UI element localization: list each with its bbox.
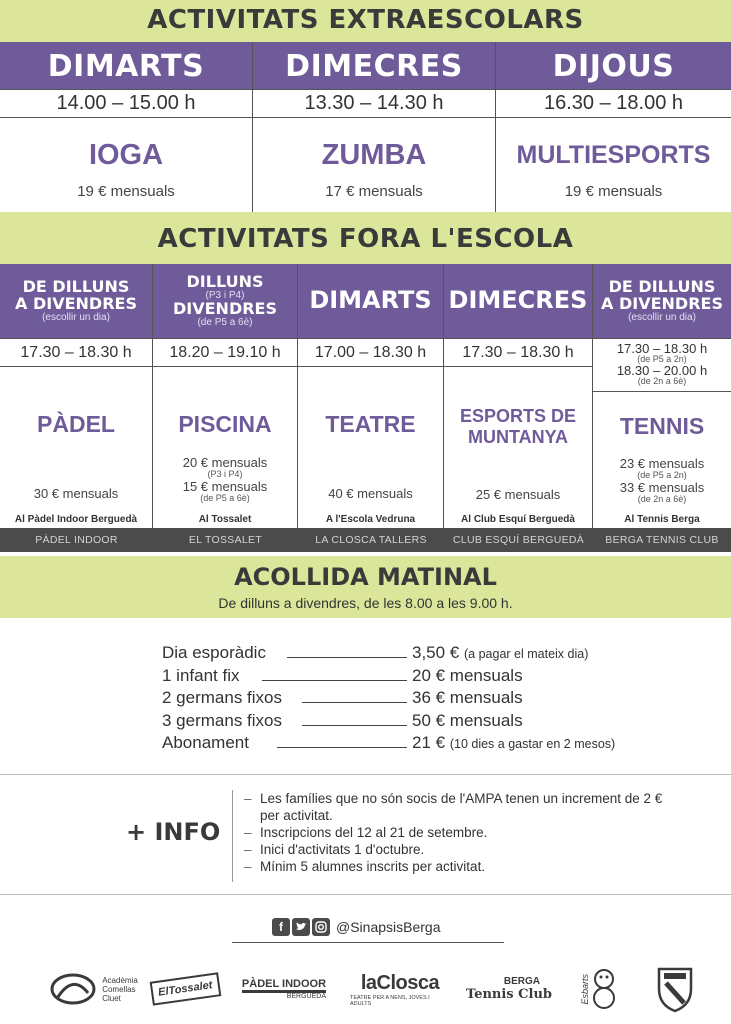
tossalet-logo-text: ElTossalet xyxy=(149,972,220,1005)
activity-venue: Al Pàdel Indoor Berguedà xyxy=(14,514,138,525)
padel-indoor-logo xyxy=(236,960,332,1018)
info-item: – Inici d'activitats 1 d'octubre. xyxy=(244,841,664,858)
acollida-price-list xyxy=(162,642,662,755)
price-line: 20 € mensuals xyxy=(182,455,268,470)
laclosca-logo-sub: TEATRE PER A NENS, JOVES I ADULTS xyxy=(350,994,430,1007)
price-row xyxy=(162,732,662,755)
info-divider xyxy=(232,790,233,882)
activity-price: 19 € mensuals xyxy=(564,183,663,200)
day-header-note: (escollir un dia) xyxy=(628,311,696,323)
facebook-icon[interactable]: f xyxy=(272,918,290,936)
price-amount: 36 € mensuals xyxy=(412,688,523,707)
day-header-line: A DIVENDRES xyxy=(601,293,723,313)
time-slot: 13.30 – 14.30 h xyxy=(253,90,495,118)
activity-name: IOGA xyxy=(88,139,164,171)
logo-line: Cluet xyxy=(102,993,121,1003)
day-header xyxy=(593,264,731,339)
day-header xyxy=(153,264,297,339)
activity-column-padel xyxy=(0,264,153,528)
logo-line: Acadèmia xyxy=(102,975,138,985)
time-slot: 17.00 – 18.30 h xyxy=(298,339,443,367)
provider-label: CLUB ESQUÍ BERGUEDÀ xyxy=(452,534,585,546)
price-note: (de P5 a 6è) xyxy=(200,493,250,503)
activity-price: 19 € mensuals xyxy=(77,183,175,200)
time-line: 17.30 – 18.30 h xyxy=(616,341,708,356)
activity-venue: Al Tennis Berga xyxy=(624,514,700,525)
day-header: DIMARTS xyxy=(0,42,252,90)
extraescolars-title: ACTIVITATS EXTRAESCOLARS xyxy=(0,0,731,42)
price-note: (a pagar el mateix dia) xyxy=(464,647,589,661)
info-label: + INFO xyxy=(126,818,221,846)
activity-name: MULTIESPORTS xyxy=(516,141,711,169)
activity-name-line: ESPORTS DE xyxy=(459,406,577,426)
price-row xyxy=(162,665,662,688)
info-item: – Les famílies que no són socis de l'AMPA tenen un increment de 2 € per activitat. xyxy=(244,790,664,824)
berga-logo-text: BERGA xyxy=(503,976,540,987)
price-line: 33 € mensuals xyxy=(619,480,705,495)
price-note: (de P5 a 2n) xyxy=(637,470,687,480)
acollida-title: ACOLLIDA MATINAL xyxy=(234,563,497,591)
berga-tennis-logo xyxy=(466,960,552,1018)
activity-price xyxy=(593,456,731,504)
activity-column-ioga xyxy=(0,42,253,212)
academia-logo-text xyxy=(102,976,138,1003)
activity-column-multiesports xyxy=(496,42,731,212)
fora-grid xyxy=(0,264,731,528)
extraescolars-grid xyxy=(0,42,731,212)
day-header-note: (de P5 a 6è) xyxy=(197,316,253,328)
time-note: (de P5 a 2n) xyxy=(637,354,687,364)
price-value xyxy=(412,732,615,755)
activity-column-esports-muntanya xyxy=(444,264,593,528)
provider-label: PÀDEL INDOOR xyxy=(35,534,118,546)
leader-line xyxy=(302,725,407,726)
logo-line: Comellas xyxy=(102,984,136,994)
leader-line xyxy=(302,702,407,703)
day-header: DIMECRES xyxy=(253,42,495,90)
price-value xyxy=(412,665,523,688)
provider-label: EL TOSSALET xyxy=(188,534,263,546)
time-line: 18.30 – 20.00 h xyxy=(616,363,708,378)
day-header-line: DE DILLUNS xyxy=(608,276,716,296)
activity-name: TEATRE xyxy=(325,411,416,437)
social-underline xyxy=(232,942,504,943)
padel-logo-sub: BERGUEDÀ xyxy=(286,993,326,1000)
time-slot: 14.00 – 15.00 h xyxy=(0,90,252,118)
time-slot: 16.30 – 18.00 h xyxy=(496,90,731,118)
price-amount: 20 € mensuals xyxy=(412,665,523,685)
price-amount: 50 € mensuals xyxy=(412,710,523,730)
academia-logo-mark xyxy=(48,969,98,1009)
day-header xyxy=(298,264,443,339)
activity-price xyxy=(153,455,297,503)
price-row xyxy=(162,687,662,710)
escut-logo xyxy=(650,960,700,1018)
instagram-icon[interactable] xyxy=(312,918,330,936)
leader-line xyxy=(262,680,407,681)
twitter-icon[interactable] xyxy=(292,918,310,936)
activity-price: 17 € mensuals xyxy=(325,183,423,200)
time-note: (de 2n a 6è) xyxy=(637,376,687,386)
day-header xyxy=(444,264,592,339)
providers-bar xyxy=(0,528,731,552)
leader-line xyxy=(287,657,407,658)
price-label: 3 germans fixos xyxy=(162,710,285,732)
time-slot: 18.20 – 19.10 h xyxy=(153,339,297,367)
price-label: Abonament xyxy=(162,732,252,754)
day-header-line: DE DILLUNS xyxy=(22,276,130,296)
time-slot: 17.30 – 18.30 h xyxy=(0,339,152,367)
price-label: 2 germans fixos xyxy=(162,687,285,709)
price-note: (de 2n a 6è) xyxy=(637,494,687,504)
activity-price: 40 € mensuals xyxy=(328,486,413,501)
price-label: 1 infant fix xyxy=(162,665,243,687)
divider xyxy=(0,894,731,895)
shield-icon xyxy=(656,965,694,1013)
provider-label: LA CLOSCA TALLERS xyxy=(315,534,427,546)
provider-label: BERGA TENNIS CLUB xyxy=(605,534,719,546)
activity-name: ZUMBA xyxy=(321,139,427,171)
social-links xyxy=(272,916,441,938)
price-line: 15 € mensuals xyxy=(182,479,268,494)
activity-column-teatre xyxy=(298,264,444,528)
activity-venue: A l'Escola Vedruna xyxy=(325,514,416,525)
info-list xyxy=(244,790,664,875)
social-handle[interactable]: @SinapsisBerga xyxy=(336,919,441,935)
time-slot xyxy=(593,339,731,392)
price-label: Dia esporàdic xyxy=(162,642,269,664)
price-row xyxy=(162,642,662,665)
price-note: (P3 i P4) xyxy=(207,469,243,479)
day-header-line: A DIVENDRES xyxy=(15,293,137,313)
esbarts-logo xyxy=(572,960,626,1018)
berga-logo-sub: Tennis Club xyxy=(466,987,552,1002)
day-header-line: DIVENDRES xyxy=(173,299,277,318)
divider xyxy=(0,774,731,775)
day-header-line: DILLUNS xyxy=(186,271,264,291)
activity-column-tennis xyxy=(593,264,731,528)
laclosca-logo-text: laClosca xyxy=(360,971,440,994)
academia-logo xyxy=(38,960,148,1018)
activity-price: 25 € mensuals xyxy=(475,487,561,502)
price-amount: 3,50 € xyxy=(412,643,460,662)
price-line: 23 € mensuals xyxy=(619,456,705,471)
price-row xyxy=(162,710,662,733)
activity-name: PÀDEL xyxy=(37,411,115,437)
laclosca-logo xyxy=(350,960,450,1018)
esbarts-logo-mark xyxy=(590,967,618,1011)
padel-logo-text: PÀDEL INDOOR xyxy=(242,978,326,993)
day-header-note: (escollir un dia) xyxy=(42,311,110,323)
info-item: – Mínim 5 alumnes inscrits per activitat. xyxy=(244,858,664,875)
activity-name xyxy=(444,406,592,448)
time-slot: 17.30 – 18.30 h xyxy=(444,339,592,367)
esbarts-logo-text: Esbarts xyxy=(580,973,590,1005)
info-item: – Inscripcions del 12 al 21 de setembre. xyxy=(244,824,664,841)
price-value xyxy=(412,687,523,710)
day-header-line: DIMARTS xyxy=(309,286,432,315)
sponsor-logos xyxy=(0,960,731,1018)
activity-name: TENNIS xyxy=(619,413,705,439)
activity-name-line: MUNTANYA xyxy=(467,427,568,447)
acollida-subtitle: De dilluns a divendres, de les 8.00 a les 9.00 h. xyxy=(218,595,513,611)
day-header xyxy=(0,264,152,339)
day-header-note: (P3 i P4) xyxy=(205,289,245,301)
activity-venue: Al Club Esquí Berguedà xyxy=(461,514,575,525)
price-value xyxy=(412,710,523,733)
activity-name: PISCINA xyxy=(178,411,272,437)
fora-title: ACTIVITATS FORA L'ESCOLA xyxy=(0,212,731,264)
tossalet-logo xyxy=(150,960,220,1018)
price-value xyxy=(412,642,588,665)
leader-line xyxy=(277,747,407,748)
activity-column-piscina xyxy=(153,264,298,528)
price-amount: 21 € xyxy=(412,733,446,752)
day-header: DIJOUS xyxy=(496,42,731,90)
price-note: (10 dies a gastar en 2 mesos) xyxy=(449,737,616,751)
acollida-band xyxy=(0,556,731,618)
day-header-line: DIMECRES xyxy=(448,286,588,315)
activity-venue: Al Tossalet xyxy=(198,514,252,525)
activity-price: 30 € mensuals xyxy=(33,486,119,501)
activity-column-zumba xyxy=(253,42,496,212)
